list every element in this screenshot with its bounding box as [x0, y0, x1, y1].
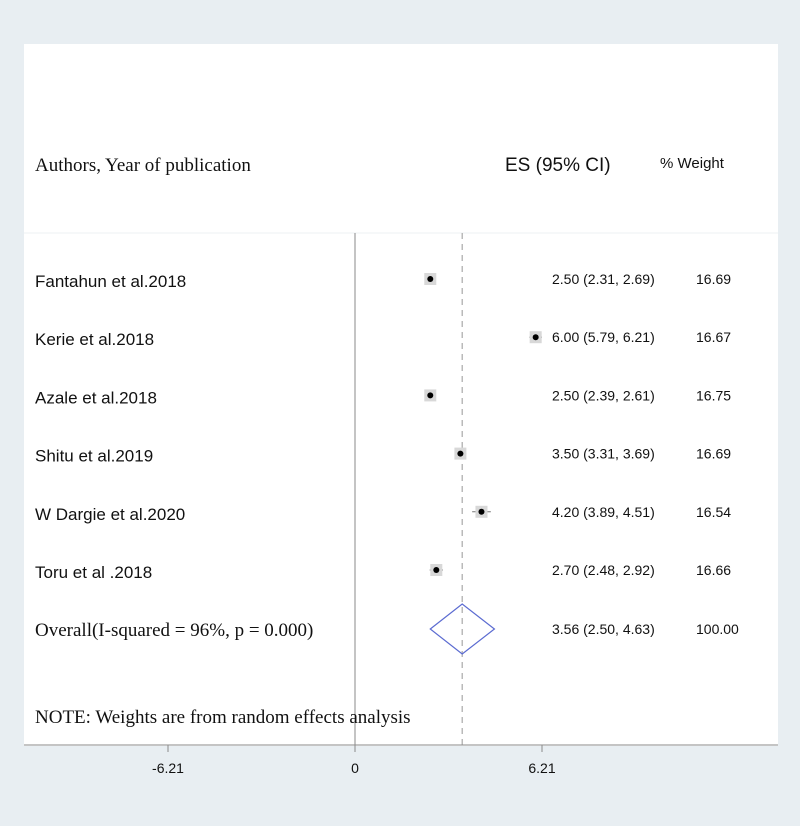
- study-label: Toru et al .2018: [35, 563, 153, 582]
- weight-column-header: % Weight: [660, 155, 724, 172]
- study-weight-text: 16.66: [696, 562, 732, 578]
- x-axis-tick-label: -6.21: [152, 760, 184, 776]
- study-point-estimate: [433, 567, 439, 573]
- study-es-ci-text: 6.00 (5.79, 6.21): [552, 329, 655, 346]
- study-point-estimate: [427, 276, 433, 282]
- study-label: W Dargie et al.2020: [35, 504, 186, 524]
- study-es-ci-text: 2.50 (2.39, 2.61): [552, 387, 655, 404]
- study-weight-text: 16.75: [696, 387, 732, 404]
- forest-plot-panel: [24, 44, 778, 776]
- study-label: Azale et al.2018: [35, 388, 157, 408]
- x-axis-tick-label: 0: [351, 760, 359, 776]
- study-column-header: Authors, Year of publication: [35, 155, 251, 176]
- study-es-ci-text: 2.50 (2.31, 2.69): [552, 271, 655, 287]
- study-es-ci-text: 4.20 (3.89, 4.51): [552, 503, 655, 520]
- study-weight-text: 16.67: [696, 329, 732, 346]
- x-axis-tick-label: 6.21: [528, 760, 556, 776]
- study-weight-text: 16.54: [696, 503, 732, 520]
- study-label: Kerie et al.2018: [35, 330, 155, 350]
- study-es-ci-text: 3.50 (3.31, 3.69): [552, 445, 655, 462]
- overall-es-ci-text: 3.56 (2.50, 4.63): [552, 621, 655, 637]
- study-weight-text: 16.69: [696, 445, 732, 462]
- study-label: Shitu et al.2019: [35, 446, 154, 466]
- study-point-estimate: [457, 451, 463, 457]
- study-point-estimate: [427, 392, 433, 398]
- overall-label: Overall(I-squared = 96%, p = 0.000): [35, 620, 314, 641]
- study-weight-text: 16.69: [696, 271, 732, 287]
- weights-note: NOTE: Weights are from random effects analysis: [35, 707, 411, 728]
- study-point-estimate: [533, 334, 539, 340]
- es-column-header: ES (95% CI): [505, 155, 611, 176]
- study-point-estimate: [478, 509, 484, 515]
- overall-weight-text: 100.00: [696, 621, 739, 637]
- study-label: Fantahun et al.2018: [35, 272, 187, 291]
- study-es-ci-text: 2.70 (2.48, 2.92): [552, 562, 655, 578]
